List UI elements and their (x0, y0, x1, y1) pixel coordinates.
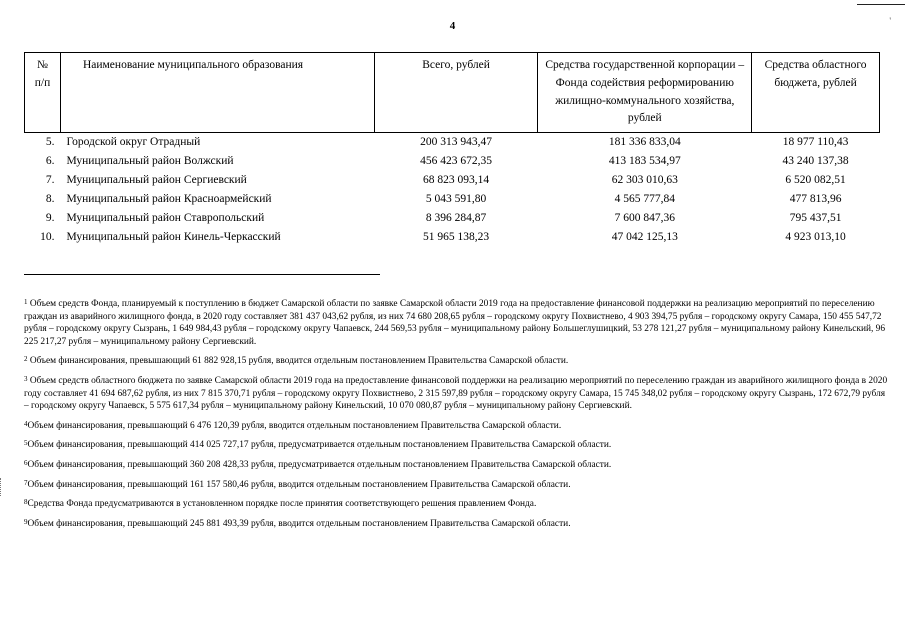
header-regional: Средства областного бюджета, рублей (752, 53, 880, 133)
page-number: 4 (449, 20, 456, 32)
header-name: Наименование муниципального образования (60, 53, 374, 133)
table-row (25, 133, 880, 153)
footnote-mark: 5 (24, 439, 28, 448)
footnote-text: Объем финансирования, превышающий 414 025 727,17 рубля, предусматривается отдельным постановлением Правительства Самарской области. (27, 440, 612, 451)
footnote-text: Объем финансирования, превышающий 245 881 493,39 рубля, вводится отдельным постановлением Правительства Самарской области. (27, 518, 571, 529)
row-num: 5. (45, 136, 55, 149)
row-name: Муниципальный район Ставропольский (66, 212, 265, 225)
row-fund: 62 303 010,63 (611, 174, 678, 187)
row-fund: 7 600 847,36 (614, 212, 675, 225)
table-row (25, 190, 880, 209)
footnote (24, 479, 890, 492)
row-name: Муниципальный район Красноармейский (66, 193, 272, 206)
table-row (25, 228, 880, 247)
corner-mark: ' (889, 16, 891, 26)
footnotes (24, 298, 890, 537)
row-name: Муниципальный район Сергиевский (66, 174, 247, 187)
row-num: 7. (45, 174, 55, 187)
footnote-text: Средства Фонда предусматриваются в установленном порядке после принятия соответствующего решения правлением Фонда. (27, 499, 537, 510)
row-name: Муниципальный район Кинель-Черкасский (66, 231, 281, 244)
header-fund: Средства государственной корпорации – Фонда содействия реформированию жилищно-коммунального хозяйства, рублей (538, 53, 752, 133)
row-regional: 4 923 013,10 (785, 231, 846, 244)
row-regional: 6 520 082,51 (785, 174, 846, 187)
row-total: 200 313 943,47 (420, 136, 493, 149)
table-row (25, 171, 880, 190)
row-num: 9. (45, 212, 55, 225)
row-name: Городской округ Отрадный (66, 136, 201, 149)
funding-table (24, 52, 880, 247)
row-regional: 477 813,96 (789, 193, 842, 206)
footnote (24, 420, 890, 433)
footnote (24, 439, 890, 452)
row-num: 6. (45, 155, 55, 168)
row-num: 8. (45, 193, 55, 206)
footnote (24, 518, 890, 531)
footnote-mark: 7 (24, 478, 28, 487)
footnote-mark: 8 (24, 498, 28, 507)
footnote-mark: 2 (24, 355, 28, 364)
footnote (24, 498, 890, 511)
footnote-text: Объем финансирования, превышающий 6 476 120,39 рубля, вводится отдельным постановлением Правительства Самарской области. (27, 420, 562, 431)
footnote (24, 375, 890, 413)
row-fund: 413 183 534,97 (608, 155, 681, 168)
footnote-text: Объем финансирования, превышающий 360 208 428,33 рубля, предусматривается отдельным постановлением Правительства Самарской области. (27, 459, 612, 470)
row-num: 10. (40, 231, 55, 244)
corner-rule (857, 4, 905, 5)
row-regional: 795 437,51 (789, 212, 842, 225)
footnote-mark: 3 (24, 374, 28, 383)
row-total: 5 043 591,80 (425, 193, 487, 206)
footnote (24, 355, 890, 368)
row-regional: 18 977 110,43 (782, 136, 849, 149)
row-name: Муниципальный район Волжский (66, 155, 234, 168)
table-row (25, 209, 880, 228)
header-total: Всего, рублей (374, 53, 538, 133)
row-total: 8 396 284,87 (425, 212, 487, 225)
footnote-separator (24, 274, 380, 275)
row-total: 456 423 672,35 (420, 155, 493, 168)
table-header-row (25, 53, 880, 133)
footnote-mark: 1 (24, 298, 28, 306)
footnote-text: Объем финансирования, превышающий 161 157 580,46 рубля, вводится отдельным постановлением Правительства Самарской области. (27, 479, 571, 490)
footnote-text: Объем средств Фонда, планируемый к поступлению в бюджет Самарской области по заявке Самарской области 2019 года на предоставление финансовой поддержки на реализацию мероприятий по переселению граждан из аварийного жилищного фонда, в 2020 году составляет 381 437 043,62 рубля, из них 74 680 208,65 рубля – городскому округу Похвистнево, 4 903 394,75 рубля – городскому округу Самара, 150 455 547,72 рубля – городскому округу Сызрань, 1 649 984,43 рубля – городскому округу Чапаевск, 244 569,53 рубля – муниципальному району Большеглушицкий, 53 278 121,27 рубля – муниципальному району Кинельский, 96 225 217,27 рубля – муниципальному району Сергиевский. (24, 299, 886, 347)
table-row (25, 152, 880, 171)
footnote-mark: 9 (24, 517, 28, 526)
header-num: № п/п (25, 53, 61, 133)
row-fund: 47 042 125,13 (611, 231, 678, 244)
footnote (24, 459, 890, 472)
row-fund: 4 565 777,84 (614, 193, 675, 206)
footnote-mark: 4 (24, 419, 28, 428)
row-regional: 43 240 137,38 (782, 155, 849, 168)
row-fund: 181 336 833,04 (608, 136, 681, 149)
footnote-text: Объем средств областного бюджета по заявке Самарской области 2019 года на предоставление финансовой поддержки на реализацию мероприятий по переселению граждан из аварийного жилищного фонда в 2020 году составляет 41 694 687,62 рубля, из них 7 815 370,71 рубля – городскому округу Похвистнево, 2 315 597,89 рубля – городскому округу Самара, 15 745 348,02 рубля – городскому округу Сызрань, 172 672,79 рубля – городскому округу Чапаевск, 5 575 617,34 рубля – муниципальному району Кинельский, 10 070 080,87 рубля – муниципальному району Сергиевский. (24, 375, 888, 412)
scan-artifact (0, 478, 4, 496)
footnote-text: Объем финансирования, превышающий 61 882 928,15 рубля, вводится отдельным постановлением Правительства Самарской области. (29, 356, 569, 367)
footnote (24, 298, 890, 348)
footnote-mark: 6 (24, 458, 28, 467)
row-total: 51 965 138,23 (423, 231, 490, 244)
row-total: 68 823 093,14 (423, 174, 490, 187)
